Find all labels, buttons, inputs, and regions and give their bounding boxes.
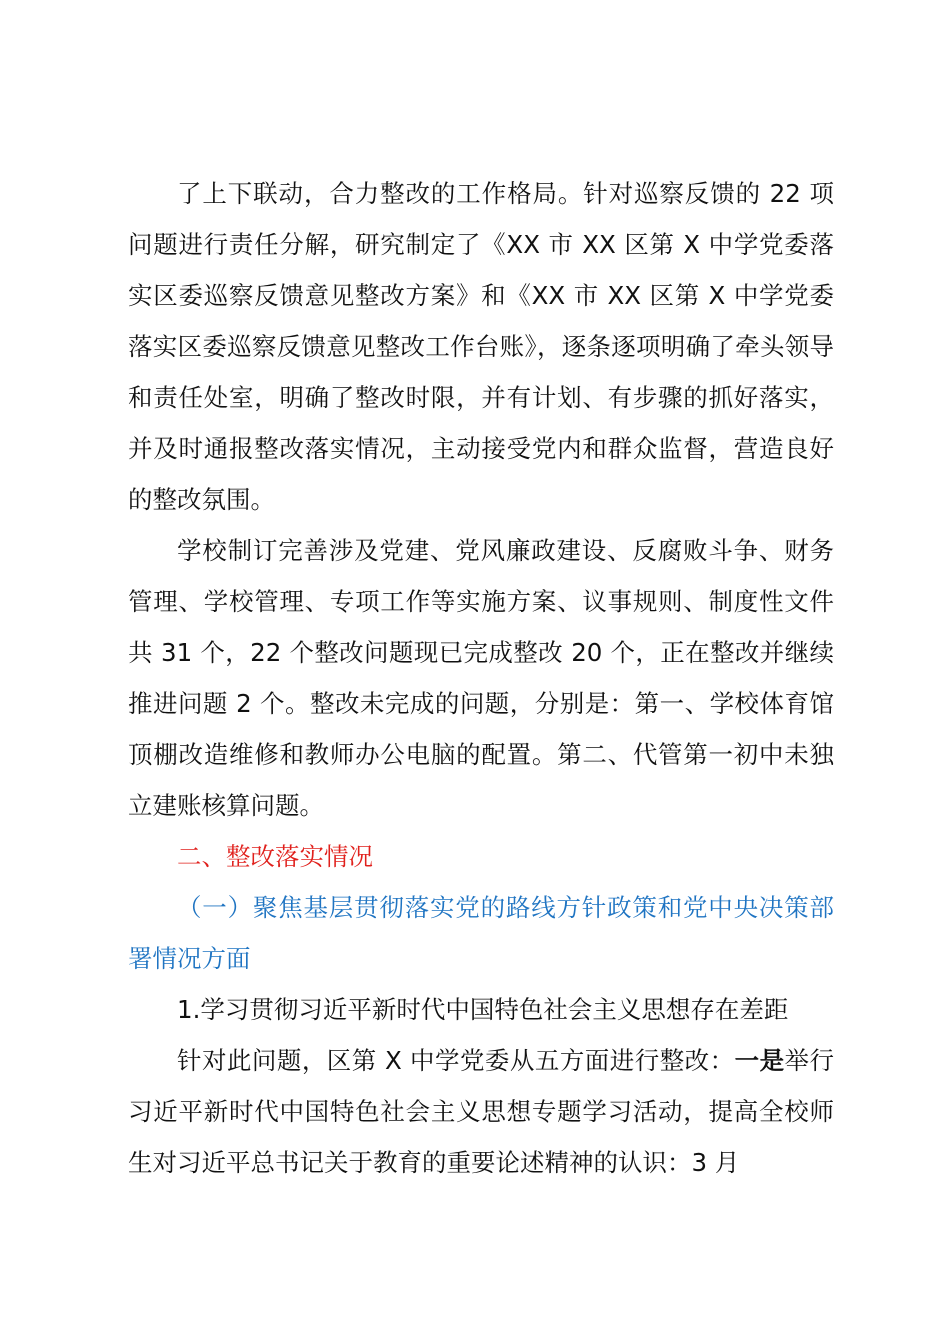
section-heading-rectification-status: 二、整改落实情况 bbox=[177, 842, 373, 871]
item-body-lead: 针对此问题，区第 X 中学党委从五方面进行整改： bbox=[177, 1046, 735, 1075]
item-body-measures bbox=[128, 1035, 834, 1188]
subsection-heading-party-policy: （一）聚焦基层贯彻落实党的路线方针政策和党中央决策部署情况方面 bbox=[128, 893, 834, 973]
item-body-strong-prefix: 一是 bbox=[734, 1046, 785, 1075]
item-body-rest: 举行习近平新时代中国特色社会主义思想专题学习活动，提高全校师生对习近平总书记关于教育的重要论述精神的认识：3 月 bbox=[128, 1046, 835, 1177]
document-body bbox=[128, 168, 834, 1188]
paragraph-rectification-pattern: 了上下联动，合力整改的工作格局。针对巡察反馈的 22 项问题进行责任分解，研究制定了《XX 市 XX 区第 X 中学党委落实区委巡察反馈意见整改方案》和《XX 市 XX 区第 X 中学党委落实区委巡察反馈意见整改工作台账》，逐条逐项明确了牵头领导和责任处室，明确了整改时限，并有计划、有步骤的抓好落实，并及时通报整改落实情况，主动接受党内和群众监督，营造良好的整改氛围。 bbox=[128, 179, 834, 514]
paragraph-rectification-progress: 学校制订完善涉及党建、党风廉政建设、反腐败斗争、财务管理、学校管理、专项工作等实施方案、议事规则、制度性文件共 31 个，22 个整改问题现已完成整改 20 个，正在整改并继续推进问题 2 个。整改未完成的问题，分别是：第一、学校体育馆顶棚改造维修和教师办公电脑的配置。第二、代管第一初中未独立建账核算问题。 bbox=[128, 536, 834, 820]
item-title-study-gap: 1.学习贯彻习近平新时代中国特色社会主义思想存在差距 bbox=[177, 995, 789, 1024]
